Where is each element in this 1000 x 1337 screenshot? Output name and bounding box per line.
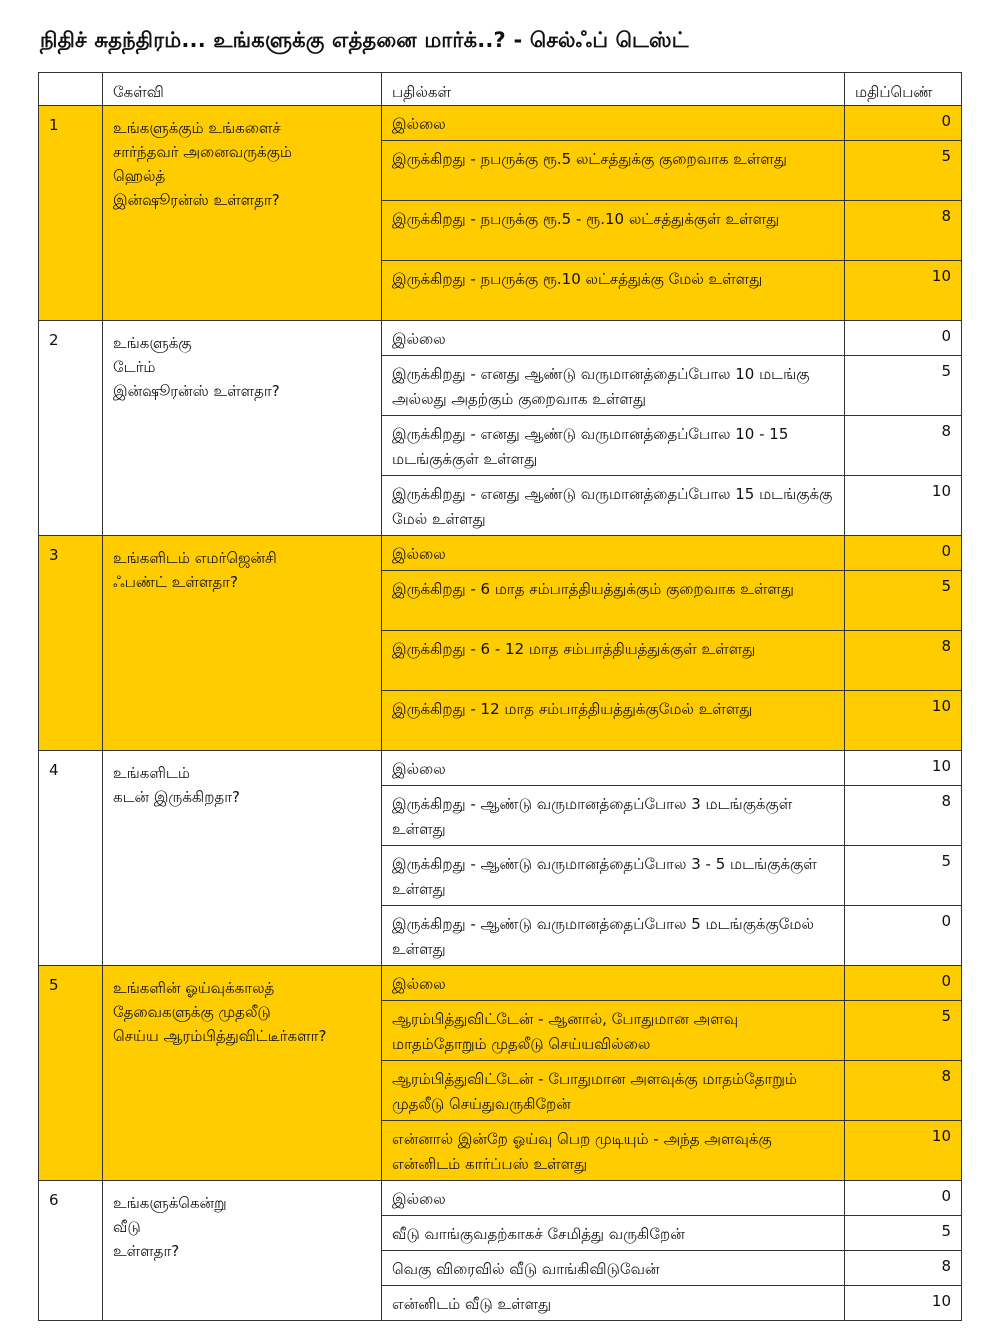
question-line: உள்ளதா? (113, 1242, 180, 1260)
question-line: கடன் இருக்கிறதா? (113, 788, 241, 806)
answer-score: 8 (845, 416, 962, 476)
question-number: 6 (39, 1181, 103, 1321)
answer-option: இருக்கிறது - எனது ஆண்டு வருமானத்தைப்போல 10 - 15 மடங்குக்குள் உள்ளது (382, 416, 845, 476)
answer-option: இல்லை (382, 321, 845, 356)
header-score: மதிப்பெண் (845, 73, 962, 106)
table-body (39, 106, 962, 1321)
answer-score: 10 (845, 1121, 962, 1181)
answer-score: 0 (845, 966, 962, 1001)
answer-option: இல்லை (382, 751, 845, 786)
answer-option: இல்லை (382, 1181, 845, 1216)
question-line: டேர்ம் (113, 358, 156, 376)
answer-score: 8 (845, 786, 962, 846)
answer-score: 5 (845, 1216, 962, 1251)
answer-option: இருக்கிறது - ஆண்டு வருமானத்தைப்போல 3 மடங்குக்குள் உள்ளது (382, 786, 845, 846)
table-row (39, 1181, 962, 1216)
question-number: 1 (39, 106, 103, 321)
question-text (103, 966, 382, 1181)
question-number: 5 (39, 966, 103, 1181)
answer-option: இருக்கிறது - எனது ஆண்டு வருமானத்தைப்போல 10 மடங்கு அல்லது அதற்கும் குறைவாக உள்ளது (382, 356, 845, 416)
question-line: உங்களுக்கென்று (113, 1194, 227, 1212)
answer-score: 8 (845, 1251, 962, 1286)
table-row (39, 751, 962, 786)
question-line: சார்ந்தவர் அனைவருக்கும் (113, 143, 292, 161)
answer-option: இருக்கிறது - நபருக்கு ரூ.5 லட்சத்துக்கு குறைவாக உள்ளது (382, 141, 845, 201)
question-text (103, 751, 382, 966)
answer-score: 0 (845, 536, 962, 571)
answer-score: 10 (845, 261, 962, 321)
table-row (39, 106, 962, 141)
answer-option: இருக்கிறது - 6 மாத சம்பாத்தியத்துக்கும் குறைவாக உள்ளது (382, 571, 845, 631)
answer-score: 10 (845, 691, 962, 751)
header-answers: பதில்கள் (382, 73, 845, 106)
answer-option: இருக்கிறது - ஆண்டு வருமானத்தைப்போல 5 மடங்குக்குமேல் உள்ளது (382, 906, 845, 966)
table-row (39, 321, 962, 356)
question-line: செய்ய ஆரம்பித்துவிட்டீர்களா? (113, 1027, 327, 1045)
answer-score: 5 (845, 356, 962, 416)
answer-score: 5 (845, 571, 962, 631)
answer-score: 10 (845, 751, 962, 786)
answer-option: இல்லை (382, 536, 845, 571)
self-test-table (38, 72, 962, 1321)
question-line: வீடு (113, 1218, 141, 1236)
question-number: 2 (39, 321, 103, 536)
answer-option: இருக்கிறது - ஆண்டு வருமானத்தைப்போல 3 - 5 மடங்குக்குள் உள்ளது (382, 846, 845, 906)
answer-option: இல்லை (382, 966, 845, 1001)
answer-score: 5 (845, 1001, 962, 1061)
question-line: உங்களிடம் (113, 764, 190, 782)
answer-score: 10 (845, 1286, 962, 1321)
answer-score: 8 (845, 1061, 962, 1121)
header-question: கேள்வி (103, 73, 382, 106)
answer-score: 0 (845, 906, 962, 966)
table-row (39, 966, 962, 1001)
question-text (103, 1181, 382, 1321)
question-number: 3 (39, 536, 103, 751)
answer-option: இருக்கிறது - நபருக்கு ரூ.10 லட்சத்துக்கு மேல் உள்ளது (382, 261, 845, 321)
table-header-row (39, 73, 962, 106)
answer-score: 0 (845, 321, 962, 356)
answer-option: இல்லை (382, 106, 845, 141)
question-text (103, 321, 382, 536)
answer-score: 10 (845, 476, 962, 536)
question-line: உங்களுக்கு (113, 334, 192, 352)
answer-option: இருக்கிறது - 6 - 12 மாத சம்பாத்தியத்துக்குள் உள்ளது (382, 631, 845, 691)
question-line: உங்களின் ஓய்வுக்காலத் (113, 979, 275, 997)
answer-option: என்னிடம் வீடு உள்ளது (382, 1286, 845, 1321)
answer-score: 8 (845, 201, 962, 261)
table-row (39, 536, 962, 571)
question-line: உங்களிடம் எமர்ஜென்சி (113, 549, 277, 567)
answer-score: 5 (845, 141, 962, 201)
answer-option: இருக்கிறது - நபருக்கு ரூ.5 - ரூ.10 லட்சத்துக்குள் உள்ளது (382, 201, 845, 261)
answer-option: ஆரம்பித்துவிட்டேன் - ஆனால், போதுமான அளவு மாதம்தோறும் முதலீடு செய்யவில்லை (382, 1001, 845, 1061)
page-title: நிதிச் சுதந்திரம்... உங்களுக்கு எத்தனை மார்க்..? - செல்ஃப் டெஸ்ட் (40, 28, 689, 52)
question-line: இன்ஷூரன்ஸ் உள்ளதா? (113, 191, 280, 209)
question-line: தேவைகளுக்கு முதலீடு (113, 1003, 271, 1021)
answer-option: வீடு வாங்குவதற்காகச் சேமித்து வருகிறேன் (382, 1216, 845, 1251)
question-line: ஹெல்த் (113, 167, 166, 185)
answer-option: ஆரம்பித்துவிட்டேன் - போதுமான அளவுக்கு மாதம்தோறும் முதலீடு செய்துவருகிறேன் (382, 1061, 845, 1121)
question-text (103, 106, 382, 321)
answer-score: 5 (845, 846, 962, 906)
question-line: இன்ஷூரன்ஸ் உள்ளதா? (113, 382, 280, 400)
answer-option: இருக்கிறது - 12 மாத சம்பாத்தியத்துக்குமேல் உள்ளது (382, 691, 845, 751)
answer-score: 0 (845, 1181, 962, 1216)
question-text (103, 536, 382, 751)
answer-option: என்னால் இன்றே ஓய்வு பெற முடியும் - அந்த அளவுக்கு என்னிடம் கார்ப்பஸ் உள்ளது (382, 1121, 845, 1181)
question-line: ஃபண்ட் உள்ளதா? (113, 573, 238, 591)
answer-option: இருக்கிறது - எனது ஆண்டு வருமானத்தைப்போல 15 மடங்குக்கு மேல் உள்ளது (382, 476, 845, 536)
answer-score: 0 (845, 106, 962, 141)
question-line: உங்களுக்கும் உங்களைச் (113, 119, 281, 137)
answer-option: வெகு விரைவில் வீடு வாங்கிவிடுவேன் (382, 1251, 845, 1286)
answer-score: 8 (845, 631, 962, 691)
header-number (39, 73, 103, 106)
question-number: 4 (39, 751, 103, 966)
